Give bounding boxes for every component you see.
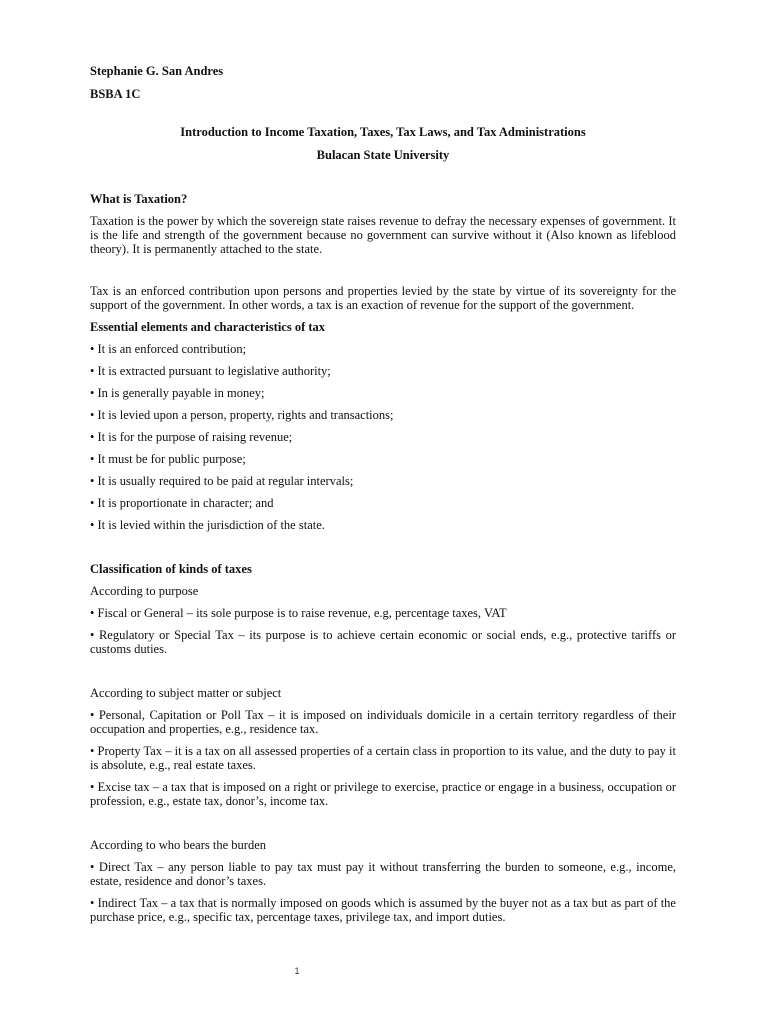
list-item: • It is proportionate in character; and: [90, 496, 274, 510]
list-item: • It is levied within the jurisdiction of the state.: [90, 518, 325, 532]
subject-list: [90, 708, 676, 808]
tax-definition-paragraph: Tax is an enforced contribution upon persons and properties levied by the state by virtue of its sovereignty for the support of the government. In other words, a tax is an exaction of revenue for the support of the government.: [90, 284, 676, 312]
essential-elements-heading: Essential elements and characteristics of tax: [90, 320, 326, 334]
purpose-subheading: According to purpose: [90, 584, 199, 598]
purpose-list: [90, 606, 676, 656]
list-item: • Regulatory or Special Tax – its purpose is to achieve certain economic or social ends, e.g., protective tariffs or customs duties.: [90, 628, 676, 656]
classification-heading: Classification of kinds of taxes: [90, 562, 252, 576]
list-item: • It must be for public purpose;: [90, 452, 246, 466]
subject-subheading: According to subject matter or subject: [90, 686, 282, 700]
burden-subheading: According to who bears the burden: [90, 838, 266, 852]
page-number: 1: [294, 966, 300, 976]
burden-list: [90, 860, 676, 924]
document-page: [90, 64, 676, 924]
list-item: • Fiscal or General – its sole purpose is to raise revenue, e.g, percentage taxes, VAT: [90, 606, 507, 620]
list-item: • It is an enforced contribution;: [90, 342, 247, 356]
taxation-heading: What is Taxation?: [90, 192, 188, 206]
document-title: Introduction to Income Taxation, Taxes, Tax Laws, and Tax Administrations: [180, 125, 586, 139]
list-item: • It is extracted pursuant to legislative authority;: [90, 364, 331, 378]
list-item: • In is generally payable in money;: [90, 386, 265, 400]
list-item: • Excise tax – a tax that is imposed on a right or privilege to exercise, practice or engage in a business, occupation or profession, e.g., estate tax, donor’s, income tax.: [90, 780, 676, 808]
list-item: • Property Tax – it is a tax on all assessed properties of a certain class in proportion to its value, and the duty to pay it is absolute, e.g., real estate taxes.: [90, 744, 676, 772]
list-item: • It is usually required to be paid at regular intervals;: [90, 474, 354, 488]
list-item: • Indirect Tax – a tax that is normally imposed on goods which is assumed by the buyer not as a tax but as part of the purchase price, e.g., specific tax, percentage taxes, privilege tax, and import duties.: [90, 896, 676, 924]
list-item: • It is levied upon a person, property, rights and transactions;: [90, 408, 394, 422]
list-item: • Personal, Capitation or Poll Tax – it is imposed on individuals domicile in a certain territory regardless of their occupation and properties, e.g., residence tax.: [90, 708, 676, 736]
list-item: • Direct Tax – any person liable to pay tax must pay it without transferring the burden to someone, e.g., income, estate, residence and donor’s taxes.: [90, 860, 676, 888]
university-name: Bulacan State University: [316, 148, 450, 162]
taxation-paragraph: Taxation is the power by which the sovereign state raises revenue to defray the necessary expenses of government. It is the life and strength of the government because no government can survive without it (Also known as lifeblood theory). It is permanently attached to the state.: [90, 214, 676, 256]
author-name: Stephanie G. San Andres: [90, 64, 224, 78]
class-section: BSBA 1C: [90, 87, 141, 101]
essential-elements-list: [90, 342, 676, 532]
list-item: • It is for the purpose of raising revenue;: [90, 430, 293, 444]
